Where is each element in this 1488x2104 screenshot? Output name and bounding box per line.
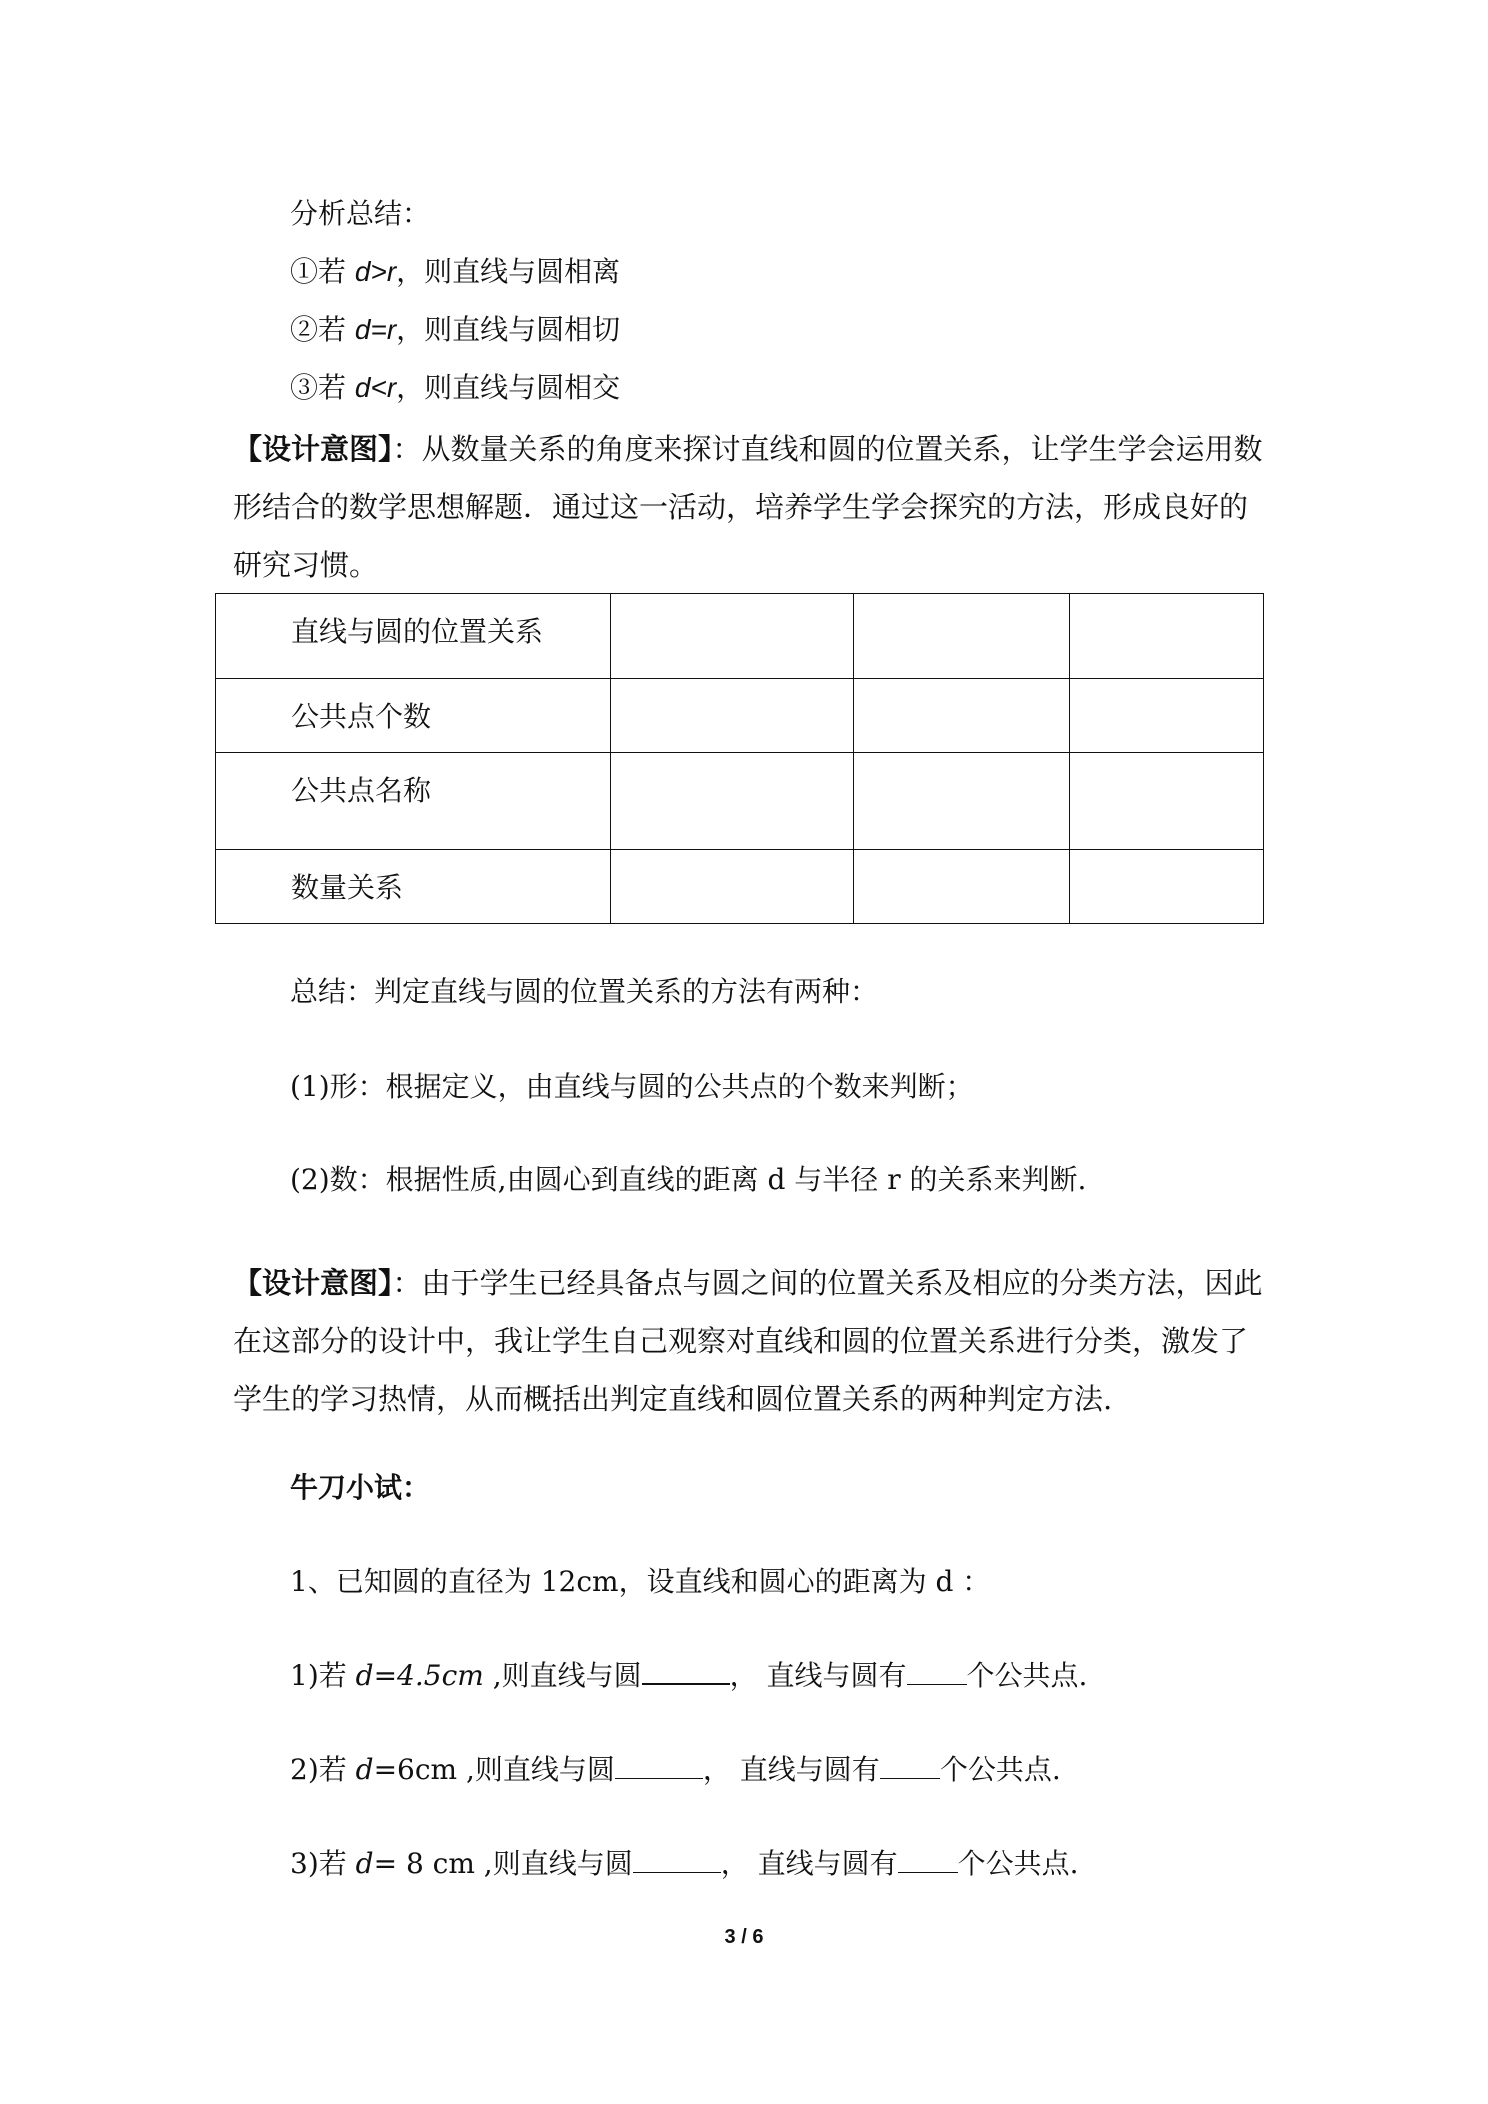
practice-item-var: d [355, 1847, 374, 1880]
practice-item-num: 1)若 [290, 1659, 356, 1692]
design-intent-tag: 【设计意图】 [233, 1266, 393, 1300]
practice-heading: 牛刀小试： [290, 1471, 431, 1504]
design-intent-2 [233, 1254, 1273, 1428]
answer-blank[interactable] [907, 1658, 967, 1685]
table-cell [611, 594, 854, 679]
analysis-item-prefix: ①若 [290, 255, 355, 288]
table-cell [854, 679, 1070, 753]
practice-item-num: 2)若 [290, 1753, 356, 1786]
table-row-label: 直线与圆的位置关系 [216, 594, 611, 679]
table-cell [1070, 594, 1264, 679]
answer-blank[interactable] [880, 1752, 940, 1779]
analysis-item-suffix: ，则直线与圆相离 [396, 255, 621, 288]
table-row-label: 公共点个数 [216, 679, 611, 753]
practice-item-mid: ,则直线与圆 [483, 1659, 642, 1692]
table-cell [854, 753, 1070, 850]
practice-item-sep: ， 直线与圆有 [702, 1753, 880, 1786]
practice-item-val: =6cm [373, 1753, 458, 1786]
table-row [216, 753, 1264, 850]
practice-item-end: 个公共点. [957, 1847, 1079, 1880]
analysis-item-prefix: ②若 [290, 313, 355, 346]
practice-item-end: 个公共点. [966, 1659, 1088, 1692]
table-row-label: 数量关系 [216, 850, 611, 924]
table-cell [854, 594, 1070, 679]
practice-item-var: d [355, 1753, 374, 1786]
practice-item-3 [290, 1844, 1079, 1884]
design-intent-tag: 【设计意图】 [233, 432, 393, 466]
answer-blank[interactable] [642, 1657, 730, 1685]
answer-blank[interactable] [615, 1752, 703, 1779]
summary-heading: 总结：判定直线与圆的位置关系的方法有两种： [290, 975, 879, 1008]
practice-item-1 [290, 1656, 1087, 1696]
page-number: 3 / 6 [724, 1926, 764, 1948]
practice-item-num: 3)若 [290, 1847, 356, 1880]
table-row [216, 679, 1264, 753]
table-cell [1070, 850, 1264, 924]
design-intent-1 [233, 420, 1273, 594]
position-relation-table [215, 593, 1264, 924]
analysis-heading: 分析总结： [290, 197, 431, 230]
table-row-label: 公共点名称 [216, 753, 611, 850]
practice-item-sep: ， 直线与圆有 [720, 1847, 898, 1880]
answer-blank[interactable] [633, 1846, 721, 1873]
practice-item-mid: ,则直线与圆 [474, 1847, 633, 1880]
analysis-item-1 [290, 252, 620, 292]
practice-question: 1、已知圆的直径为 12cm，设直线和圆心的距离为 d ： [290, 1565, 991, 1598]
design-intent-text: ：由于学生已经具备点与圆之间的位置关系及相应的分类方法，因此在这部分的设计中，我让学生自己观察对直线和圆的位置关系进行分类，激发了学生的学习热情，从而概括出判定直线和圆位置关系的两种判定方法. [233, 1266, 1263, 1416]
table-cell [611, 679, 854, 753]
analysis-item-math: d=r [354, 314, 397, 345]
practice-item-sep: ， 直线与圆有 [729, 1659, 907, 1692]
table-cell [611, 753, 854, 850]
analysis-item-suffix: ，则直线与圆相切 [396, 313, 621, 346]
table-row [216, 594, 1264, 679]
summary-method-2: (2)数：根据性质,由圆心到直线的距离 d 与半径 r 的关系来判断. [290, 1163, 1087, 1196]
table-cell [611, 850, 854, 924]
design-intent-text: ：从数量关系的角度来探讨直线和圆的位置关系，让学生学会运用数形结合的数学思想解题．通过这一活动，培养学生学会探究的方法，形成良好的研究习惯。 [233, 432, 1263, 582]
analysis-item-prefix: ③若 [290, 371, 355, 404]
table-cell [1070, 753, 1264, 850]
practice-item-val: =4.5cm [373, 1659, 484, 1692]
practice-item-mid: ,则直线与圆 [457, 1753, 615, 1786]
practice-item-var: d [355, 1659, 374, 1692]
analysis-item-math: d>r [354, 256, 397, 287]
analysis-item-suffix: ，则直线与圆相交 [396, 371, 621, 404]
summary-method-1: (1)形：根据定义，由直线与圆的公共点的个数来判断； [290, 1070, 974, 1103]
analysis-item-3 [290, 368, 620, 408]
analysis-item-2 [290, 310, 620, 350]
table-cell [854, 850, 1070, 924]
table-cell [1070, 679, 1264, 753]
practice-item-2 [290, 1750, 1061, 1790]
practice-item-val: = 8 cm [373, 1847, 475, 1880]
answer-blank[interactable] [898, 1846, 958, 1873]
practice-item-end: 个公共点. [939, 1753, 1061, 1786]
analysis-item-math: d<r [354, 372, 397, 403]
table-row [216, 850, 1264, 924]
